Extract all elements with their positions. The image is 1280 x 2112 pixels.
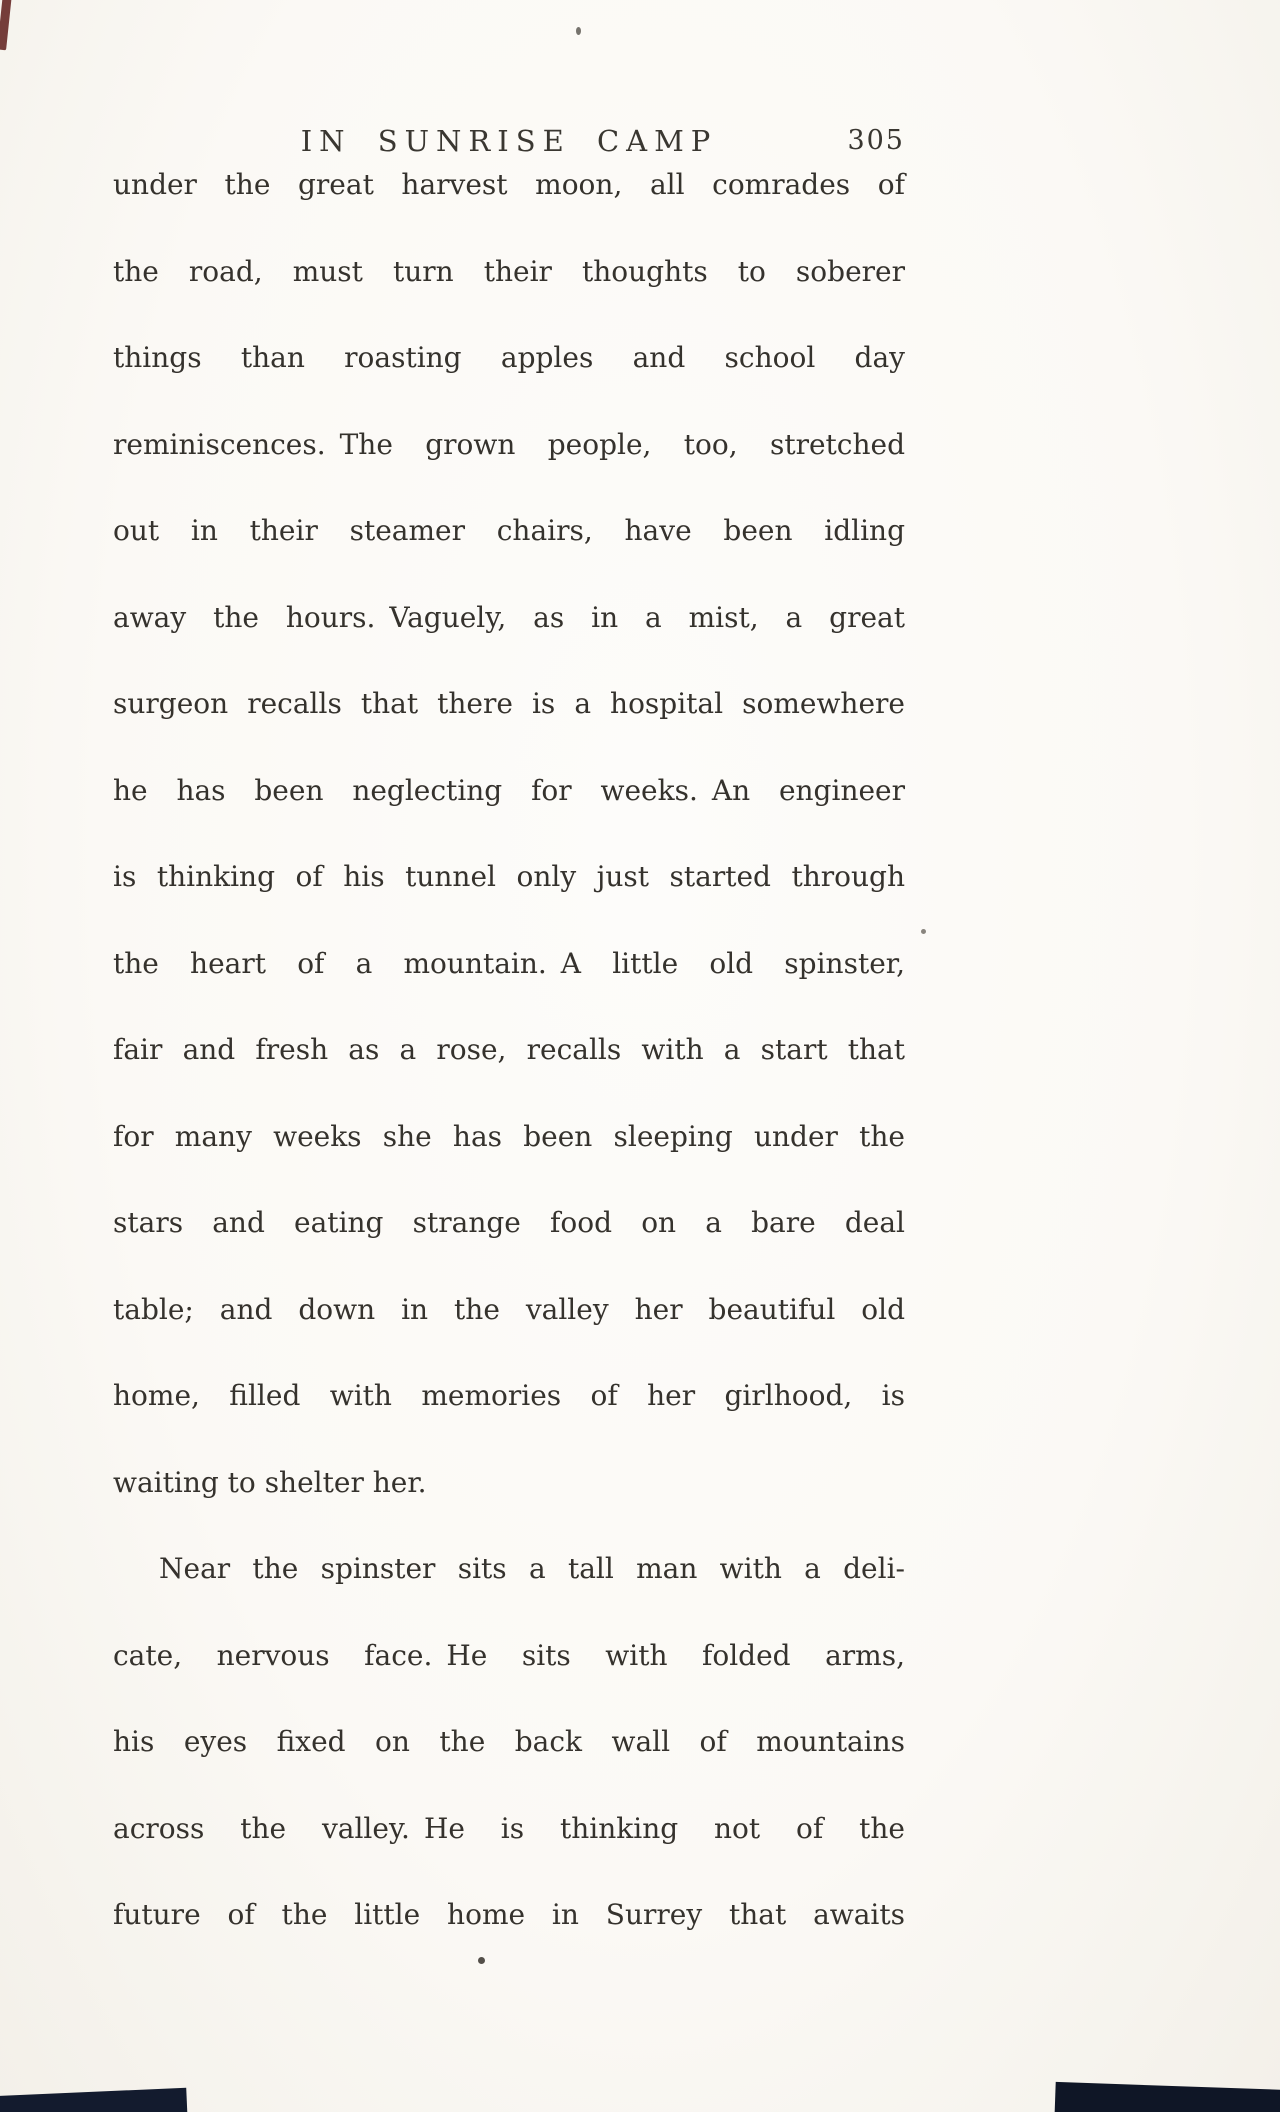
scan-dot-right [921, 929, 926, 934]
text-line: Near the spinster sits a tall man with a deli- [159, 1552, 905, 1585]
text-line: waiting to shelter her. [113, 1465, 427, 1499]
text-line: is thinking of his tunnel only just started through [113, 860, 905, 893]
scan-bar-bottom-left [0, 2088, 188, 2112]
text-line: things than roasting apples and school day [113, 341, 905, 374]
text-line: stars and eating strange food on a bare deal [113, 1206, 905, 1239]
text-line: cate, nervous face. He sits with folded arms, [113, 1638, 905, 1672]
text-line: away the hours. Vaguely, as in a mist, a great [113, 600, 905, 634]
text-line: the road, must turn their thoughts to soberer [113, 254, 905, 288]
scan-dot-bottom [478, 1957, 485, 1964]
text-line: out in their steamer chairs, have been idling [113, 514, 905, 547]
text-line: fair and fresh as a rose, recalls with a start that [113, 1033, 905, 1066]
scan-bar-bottom-right [1054, 2082, 1280, 2112]
text-line: the heart of a mountain. A little old spinster, [113, 946, 905, 980]
text-line: reminiscences. The grown people, too, stretched [113, 427, 905, 461]
text-line: under the great harvest moon, all comrades of [113, 168, 905, 201]
text-line: his eyes fixed on the back wall of mountains [113, 1725, 905, 1758]
text-line: he has been neglecting for weeks. An engineer [113, 773, 905, 807]
scan-dot-top [576, 27, 581, 35]
page-header-title: IN SUNRISE CAMP [300, 124, 718, 158]
text-line: surgeon recalls that there is a hospital somewhere [113, 687, 905, 720]
page-number: 305 [847, 125, 905, 156]
text-line: future of the little home in Surrey that awaits [113, 1898, 905, 1931]
text-line: across the valley. He is thinking not of the [113, 1811, 905, 1845]
text-line: home, filled with memories of her girlhood, is [113, 1379, 905, 1412]
text-line: table; and down in the valley her beautiful old [113, 1292, 905, 1326]
page-body [113, 142, 905, 1959]
text-line: for many weeks she has been sleeping under the [113, 1119, 905, 1153]
scan-mark-top-left [0, 0, 12, 50]
